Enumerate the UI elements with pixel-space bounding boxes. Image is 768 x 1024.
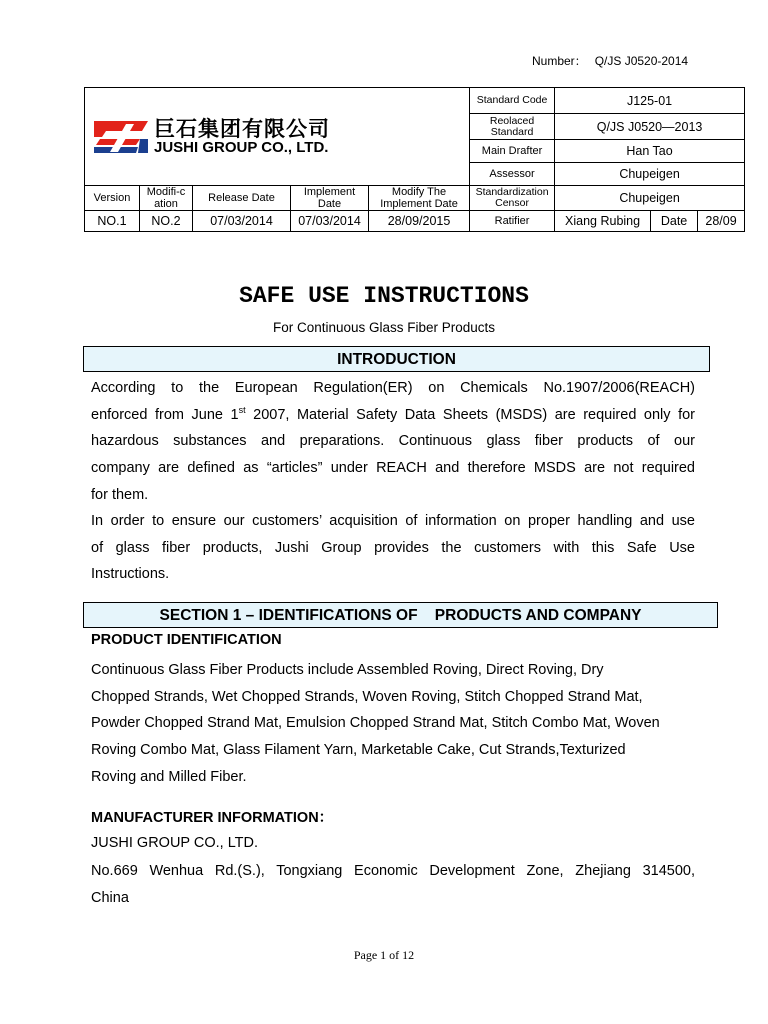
- text-line: Roving Combo Mat, Glass Filament Yarn, Marketable Cake, Cut Strands,Texturized: [91, 742, 626, 759]
- censor-value: Chupeigen: [555, 186, 745, 211]
- introduction-paragraph-1: [91, 375, 695, 509]
- implement-date-header: Implement Date: [291, 186, 369, 211]
- assessor-value: Chupeigen: [555, 163, 745, 186]
- text-line: company are defined as “articles” under REACH and therefore MSDS are not required: [91, 460, 695, 477]
- jushi-logo-icon: [92, 118, 150, 156]
- product-identification-text: [91, 657, 695, 791]
- text-line: Powder Chopped Strand Mat, Emulsion Chopped Strand Mat, Stitch Combo Mat, Woven: [91, 715, 660, 732]
- logo-english-name: JUSHI GROUP CO., LTD.: [154, 138, 329, 156]
- product-identification-title: PRODUCT IDENTIFICATION: [91, 632, 282, 648]
- implement-date-value: 07/03/2014: [291, 211, 369, 232]
- section-1-heading: SECTION 1 – IDENTIFICATIONS OF PRODUCTS AND COMPANY: [83, 602, 718, 628]
- main-drafter-value: Han Tao: [555, 140, 745, 163]
- standard-code-value: J125-01: [555, 88, 745, 114]
- document-title: SAFE USE INSTRUCTIONS: [239, 283, 529, 309]
- text-line: Chopped Strands, Wet Chopped Strands, Woven Roving, Stitch Chopped Strand Mat,: [91, 688, 643, 705]
- introduction-heading: INTRODUCTION: [83, 346, 710, 372]
- date-label: Date: [651, 211, 698, 232]
- date-value: 28/09: [698, 211, 745, 232]
- modify-implement-date-header: Modify The Implement Date: [369, 186, 470, 211]
- release-date-header: Release Date: [193, 186, 291, 211]
- text-line: Roving and Milled Fiber.: [91, 768, 247, 785]
- page-footer: Page 1 of 12: [353, 948, 415, 962]
- document-number-label: Number：: [532, 54, 587, 68]
- main-drafter-label: Main Drafter: [470, 140, 555, 163]
- replaced-standard-value: Q/JS J0520—2013: [555, 114, 745, 140]
- introduction-paragraph-2: [91, 508, 695, 588]
- text-line: Continuous Glass Fiber Products include Assembled Roving, Direct Roving, Dry: [91, 662, 604, 678]
- document-number-value: Q/JS J0520-2014: [594, 54, 689, 68]
- version-value: NO.1: [85, 211, 140, 232]
- text-line: for them.: [91, 486, 149, 503]
- company-logo: [86, 118, 468, 156]
- censor-label: Standardization Censor: [470, 186, 555, 211]
- document-number: [532, 52, 688, 69]
- text-line: China: [91, 889, 129, 906]
- manufacturer-information-title: MANUFACTURER INFORMATION：: [91, 810, 334, 826]
- manufacturer-name: JUSHI GROUP CO., LTD.: [91, 835, 259, 851]
- text-line: No.669 Wenhua Rd.(S.), Tongxiang Economic Development Zone, Zhejiang 314500,: [91, 863, 695, 879]
- release-date-value: 07/03/2014: [193, 211, 291, 232]
- standard-code-label: Standard Code: [470, 88, 555, 114]
- modify-implement-date-value: 28/09/2015: [369, 211, 470, 232]
- assessor-label: Assessor: [470, 163, 555, 186]
- text-line: Instructions.: [91, 566, 170, 583]
- header-table: [84, 87, 745, 232]
- text-line: of glass fiber products, Jushi Group provides the customers with this Safe Use: [91, 539, 695, 556]
- text-line: In order to ensure our customers’ acquisition of information on proper handling and use: [91, 513, 695, 529]
- text-line: enforced from June 1st 2007, Material Safety Data Sheets (MSDS) are required only for: [91, 404, 695, 423]
- replaced-standard-label: Reolaced Standard: [470, 114, 555, 140]
- text-line: hazardous substances and preparations. Continuous glass fiber products of our: [91, 433, 695, 450]
- manufacturer-address: [91, 858, 695, 911]
- text-line: According to the European Regulation(ER) on Chemicals No.1907/2006(REACH): [91, 380, 695, 396]
- modification-value: NO.2: [140, 211, 193, 232]
- document-subtitle: For Continuous Glass Fiber Products: [272, 320, 496, 335]
- version-header: Version: [85, 186, 140, 211]
- logo-chinese-name: 巨石集团有限公司: [154, 116, 330, 141]
- modification-header: Modifi-c ation: [140, 186, 193, 211]
- ratifier-label: Ratifier: [470, 211, 555, 232]
- logo-cell: [85, 88, 470, 186]
- ratifier-value: Xiang Rubing: [555, 211, 651, 232]
